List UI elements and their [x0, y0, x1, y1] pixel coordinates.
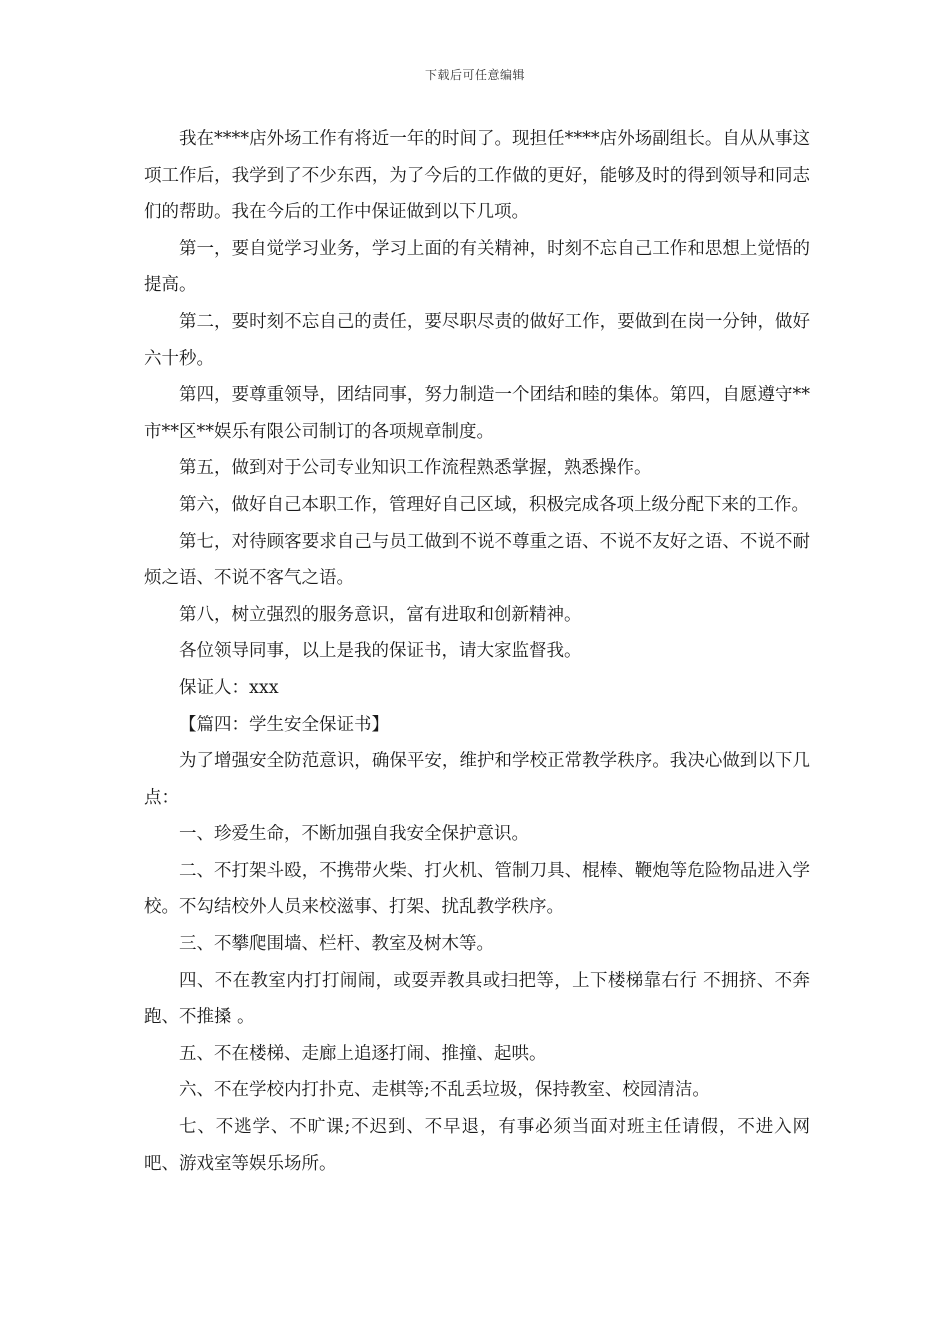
- paragraph: 第五，做到对于公司专业知识工作流程熟悉掌握，熟悉操作。: [179, 458, 652, 479]
- paragraph: 第七，对待顾客要求自己与员工做到不说不尊重之语、不说不友好之语、不说不耐烦之语、不说不客气之语。: [144, 531, 810, 589]
- paragraph: 我在****店外场工作有将近一年的时间了。现担任****店外场副组长。自从从事这项工作后，我学到了不少东西，为了今后的工作做的更好，能够及时的得到领导和同志们的帮助。我在今后的工作中保证做到以下几项。: [144, 129, 810, 223]
- paragraph: 五、不在楼梯、走廊上追逐打闹、推撞、起哄。: [179, 1043, 547, 1064]
- paragraph: 第八，树立强烈的服务意识，富有进取和创新精神。: [179, 604, 582, 625]
- paragraph: 四、不在教室内打打闹闹，或耍弄教具或扫把等，上下楼梯靠右行 不拥挤、不奔跑、不推搡 。: [144, 970, 810, 1028]
- paragraph: 第一，要自觉学习业务，学习上面的有关精神，时刻不忘自己工作和思想上觉悟的提高。: [144, 238, 810, 296]
- document-body: [144, 121, 810, 1182]
- paragraph: 一、珍爱生命，不断加强自我安全保护意识。: [179, 824, 529, 845]
- section-heading: 【篇四：学生安全保证书】: [179, 714, 389, 735]
- paragraph: 第二，要时刻不忘自己的责任，要尽职尽责的做好工作，要做到在岗一分钟，做好六十秒。: [144, 311, 810, 369]
- paragraph: 二、不打架斗殴，不携带火柴、打火机、管制刀具、棍棒、鞭炮等危险物品进入学校。不勾结校外人员来校滋事、打架、扰乱教学秩序。: [144, 860, 810, 918]
- paragraph: 三、不攀爬围墙、栏杆、教室及树木等。: [179, 934, 494, 955]
- paragraph: 七、不逃学、不旷课;不迟到、不早退，有事必须当面对班主任请假，不进入网吧、游戏室等娱乐场所。: [144, 1117, 810, 1174]
- paragraph: 各位领导同事，以上是我的保证书，请大家监督我。: [179, 641, 582, 662]
- paragraph: 第四，要尊重领导，团结同事，努力制造一个团结和睦的集体。第四，自愿遵守**市**区**娱乐有限公司制订的各项规章制度。: [144, 385, 810, 442]
- paragraph: 为了增强安全防范意识，确保平安，维护和学校正常教学秩序。我决心做到以下几点：: [144, 751, 810, 808]
- paragraph: 六、不在学校内打扑克、走棋等;不乱丢垃圾，保持教室、校园清洁。: [179, 1080, 710, 1101]
- page-header-note: 下载后可任意编辑: [424, 68, 525, 82]
- guarantor-line: 保证人：xxx: [179, 677, 279, 698]
- paragraph: 第六，做好自己本职工作，管理好自己区域，积极完成各项上级分配下来的工作。: [179, 494, 809, 515]
